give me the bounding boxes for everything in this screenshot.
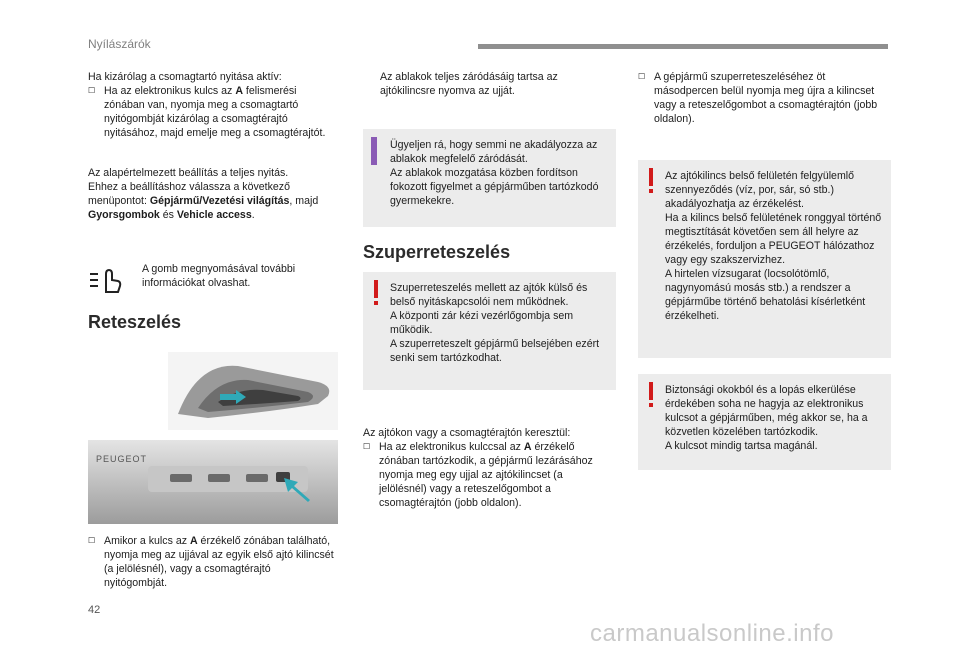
via-bullet xyxy=(363,440,611,510)
header-rule xyxy=(478,44,888,49)
door-handle-illustration xyxy=(168,352,338,430)
info-note: A gomb megnyomásával további információkat olvashat. xyxy=(142,263,296,289)
windows-text: Az ablakok teljes záródásáig tartsa az ajtókilincsre nyomva az ujját. xyxy=(380,71,558,97)
warning-line: A kulcsot mindig tartsa magánál. xyxy=(665,440,818,452)
super-bullet xyxy=(638,70,882,126)
warning-exclamation-icon xyxy=(646,382,660,413)
intro-title: Ha kizárólag a csomagtartó nyitása aktív: xyxy=(88,71,282,83)
checkbox-bullet-icon: ☐ xyxy=(88,86,96,95)
col1-bottom xyxy=(88,534,336,590)
info-box-body xyxy=(390,138,608,208)
warning-exclamation-icon xyxy=(371,280,385,311)
col3-bullet xyxy=(638,70,882,126)
checkbox-bullet-icon: ☐ xyxy=(363,442,371,451)
warning-line: Az ajtókilincs belső felületén felgyülemlő szennyeződés (víz, por, sár, só stb.) akadályozhatja az érzékelést. xyxy=(665,170,855,210)
col1-intro xyxy=(88,70,336,140)
warning-box-security xyxy=(638,374,891,470)
info-box xyxy=(363,129,616,227)
warning-line: A hirtelen vízsugarat (locsolótömlő, nagynyomású mosás stb.) a rendszer a gépjárműbe történő behatolási kísérletként érzékelheti. xyxy=(665,268,866,322)
checkbox-bullet-icon: ☐ xyxy=(88,536,96,545)
warning-box-sensor xyxy=(638,160,891,358)
col2-via xyxy=(363,426,611,510)
page-number: 42 xyxy=(88,604,101,616)
warning-line: Szuperreteszelés mellett az ajtók külső és belső nyitáskapcsolói nem működnek. xyxy=(390,282,588,308)
via-bullet-text: Ha az elektronikus kulccsal az A érzékelő zónában tartózkodik, a gépjármű lezárásához nyomja meg egy ujjal az ajtókilincset (a jelölésnél) vagy a reteszelőgombot a csomagtérajtón (jobb oldalon). xyxy=(379,441,593,509)
warning-exclamation-icon xyxy=(646,168,660,199)
bottom-bullet xyxy=(88,534,336,590)
info-pointer-icon xyxy=(86,262,126,298)
info-box-line: Az ablakok mozgatása közben fordítson fokozott figyelmet a gépjárműben tartózkodó gyermekekre. xyxy=(390,167,599,207)
intro-bullet-text: Ha az elektronikus kulcs az A felismerési zónában van, nyomja meg a csomagtartó nyitógombját kizárólag a csomagtérajtó nyitásához, majd emelje meg a csomagtérajtót. xyxy=(104,85,326,139)
super-bullet-text: A gépjármű szuperreteszeléséhez öt másodpercen belül nyomja meg újra a kilincset vagy a reteszelőgombot a csomagtérajtón (jobb oldalon). xyxy=(654,71,878,125)
default-setting-line2: Ehhez a beállításhoz válassza a következő menüpontot: Gépjármű/Vezetési világítás, majd Gyorsgombok és Vehicle access. xyxy=(88,181,319,221)
info-bar-icon xyxy=(371,137,385,170)
warning-line: A szuperreteszelt gépjármű belsejében ezért senki sem tartózkodhat. xyxy=(390,338,600,364)
info-box-line: Ügyeljen rá, hogy semmi ne akadályozza az ablakok megfelelő záródását. xyxy=(390,139,598,165)
bottom-bullet-text: Amikor a kulcs az A érzékelő zónában található, nyomja meg az ujjával az egyik első ajtó kilincsét (a jelölésnél), vagy a csomagtérajtó nyitógombját. xyxy=(104,535,334,589)
section-title: Nyílászárók xyxy=(88,37,151,51)
warning-line: Ha a kilincs belső felületének ronggyal történő megtisztítását követően sem áll helyre az érzékelés, forduljon a PEUGEOT hálózathoz vagy egy szakszervizhez. xyxy=(665,212,882,266)
watermark: carmanualsonline.info xyxy=(590,620,834,647)
col1-default-setting xyxy=(88,166,336,222)
locking-heading: Reteszelés xyxy=(88,312,182,332)
via-text: Az ajtókon vagy a csomagtérajtón keresztül: xyxy=(363,427,571,439)
warning-box-security-body xyxy=(665,383,883,453)
tailgate-button-illustration xyxy=(88,440,338,524)
superlocking-heading: Szuperreteszelés xyxy=(363,242,511,262)
warning-box-sensor-body xyxy=(665,169,883,323)
license-plate-text: PEUGEOT xyxy=(96,454,148,464)
warning-box-body xyxy=(390,281,608,365)
intro-bullet xyxy=(88,84,336,140)
checkbox-bullet-icon: ☐ xyxy=(638,72,646,81)
warning-line: A központi zár kézi vezérlőgombja sem működik. xyxy=(390,310,574,336)
default-setting-line1: Az alapértelmezett beállítás a teljes nyitás. xyxy=(88,167,289,179)
warning-box xyxy=(363,272,616,390)
warning-line: Biztonsági okokból és a lopás elkerülése érdekében soha ne hagyja az elektronikus kulcsot a gépjárműben, még akkor se, ha a közvetlen közelében tartózkodik. xyxy=(665,384,868,438)
